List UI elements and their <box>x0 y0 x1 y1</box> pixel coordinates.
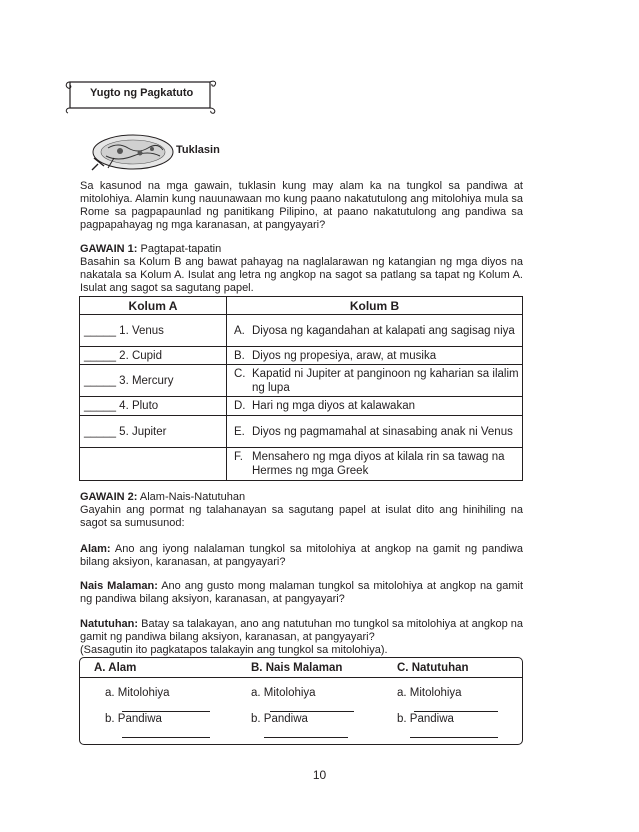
option-text: Diyosa ng kagandahan at kalapati ang sagisag niya <box>252 324 515 337</box>
alam-text: Ano ang iyong nalalaman tungkol sa mitolohiya at angkop na gamit ng pandiwa bilang aksiyon, karanasan, at pangyayari? <box>80 543 523 568</box>
answer-blank <box>270 711 354 712</box>
option-letter: C. <box>234 367 246 380</box>
option-letter: F. <box>234 451 243 463</box>
answer-item: _____ 3. Mercury <box>80 365 227 397</box>
description-cell <box>227 347 523 365</box>
matching-table-header <box>80 297 523 315</box>
answer-item: _____ 2. Cupid <box>80 347 227 365</box>
answer-blank <box>264 737 348 738</box>
banner-title: Yugto ng Pagkatuto <box>90 87 194 99</box>
nais-paragraph <box>80 580 523 606</box>
gawain2-instructions: Gayahin ang pormat ng talahanayan sa sagutang papel at isulat dito ang hinihiling na sagot sa sumusunod: <box>80 504 523 529</box>
kwl-item-mitolohiya: a. Mitolohiya <box>397 687 462 699</box>
description-cell <box>227 416 523 448</box>
answer-blank <box>122 711 210 712</box>
table-row <box>80 315 523 347</box>
natutuhan-text: Batay sa talakayan, ano ang natutuhan mo tungkol sa mitolohiya at angkop na gamit ng pandiwa bilang aksiyon, karanasan, at pangyayari? <box>80 618 523 643</box>
page-number: 10 <box>312 768 327 782</box>
kwl-header-divider <box>80 677 522 678</box>
table-row <box>80 347 523 365</box>
alam-label: Alam: <box>80 543 111 555</box>
option-text: Mensahero ng mga diyos at kilala rin sa tawag na Hermes ng mga Greek <box>252 451 505 477</box>
natutuhan-paragraph <box>80 618 523 644</box>
kwl-item-pandiwa: b. Pandiwa <box>251 713 308 725</box>
table-row <box>80 365 523 397</box>
scroll-map-icon <box>88 128 178 176</box>
table-row <box>80 397 523 416</box>
gawain1-label: GAWAIN 1: <box>80 243 138 255</box>
kwl-header-nais: B. Nais Malaman <box>251 662 343 674</box>
nais-label: Nais Malaman: <box>80 580 158 592</box>
gawain1-heading <box>80 243 523 256</box>
gawain2-heading <box>80 491 523 504</box>
matching-table <box>79 296 523 481</box>
gawain2-title: Alam-Nais-Natutuhan <box>137 491 246 503</box>
answer-blank <box>122 737 210 738</box>
answer-item <box>80 448 227 481</box>
description-cell <box>227 315 523 347</box>
table-row <box>80 448 523 481</box>
gawain1-instructions: Basahin sa Kolum B ang bawat pahayag na naglalarawan ng katangian ng mga diyos na nakatala sa Kolum A. Isulat ang letra ng angkop na sagot sa patlang sa tapat ng Kolum A. Isulat ang sagot sa sagutang papel. <box>80 256 523 294</box>
answer-item: _____ 1. Venus <box>80 315 227 347</box>
description-cell <box>227 448 523 481</box>
option-letter: D. <box>234 400 246 412</box>
natutuhan-note: (Sasagutin ito pagkatapos talakayin ang tungkol sa mitolohiya). <box>80 644 388 656</box>
answer-item: _____ 4. Pluto <box>80 397 227 416</box>
kwl-item-mitolohiya: a. Mitolohiya <box>251 687 316 699</box>
option-letter: A. <box>234 324 245 337</box>
option-letter: E. <box>234 425 245 438</box>
intro-paragraph: Sa kasunod na mga gawain, tuklasin kung may alam ka na tungkol sa pandiwa at mitolohiya. Alamin kung nauunawaan mo kung paano nakatutulong ang mitolohiya mula sa Rome sa pagpapaunlad ng panitikang Pilipino, at paano nakatutulong ang pandiwa sa pagpapahayag ng mga karanasan, at pangyayari? <box>80 180 523 231</box>
answer-blank <box>414 711 498 712</box>
kwl-item-pandiwa: b. Pandiwa <box>105 713 162 725</box>
description-cell <box>227 365 523 397</box>
nais-text: Ano ang gusto mong malaman tungkol sa mitolohiya at angkop na gamit ng pandiwa bilang aksiyon, karanasan, at pangyayari? <box>80 580 523 605</box>
kwl-header-alam: A. Alam <box>94 662 137 674</box>
alam-paragraph <box>80 543 523 569</box>
option-text: Hari ng mga diyos at kalawakan <box>252 400 415 412</box>
col-b-header: Kolum B <box>227 297 523 315</box>
col-a-header: Kolum A <box>80 297 227 315</box>
option-text: Kapatid ni Jupiter at panginoon ng kaharian sa ilalim ng lupa <box>252 367 519 394</box>
description-cell <box>227 397 523 416</box>
kwl-item-pandiwa: b. Pandiwa <box>397 713 454 725</box>
answer-item: _____ 5. Jupiter <box>80 416 227 448</box>
gawain1-title: Pagtapat-tapatin <box>137 243 222 255</box>
table-row <box>80 416 523 448</box>
section-title: Tuklasin <box>176 144 220 156</box>
kwl-header-natutuhan: C. Natutuhan <box>397 662 469 674</box>
gawain2-label: GAWAIN 2: <box>80 491 138 503</box>
option-text: Diyos ng pagmamahal at sinasabing anak ni Venus <box>252 425 513 438</box>
option-text: Diyos ng propesiya, araw, at musika <box>252 349 437 362</box>
answer-blank <box>410 737 498 738</box>
kwl-item-mitolohiya: a. Mitolohiya <box>105 687 170 699</box>
natutuhan-label: Natutuhan: <box>80 618 139 630</box>
kwl-table <box>79 657 523 745</box>
option-letter: B. <box>234 349 245 362</box>
